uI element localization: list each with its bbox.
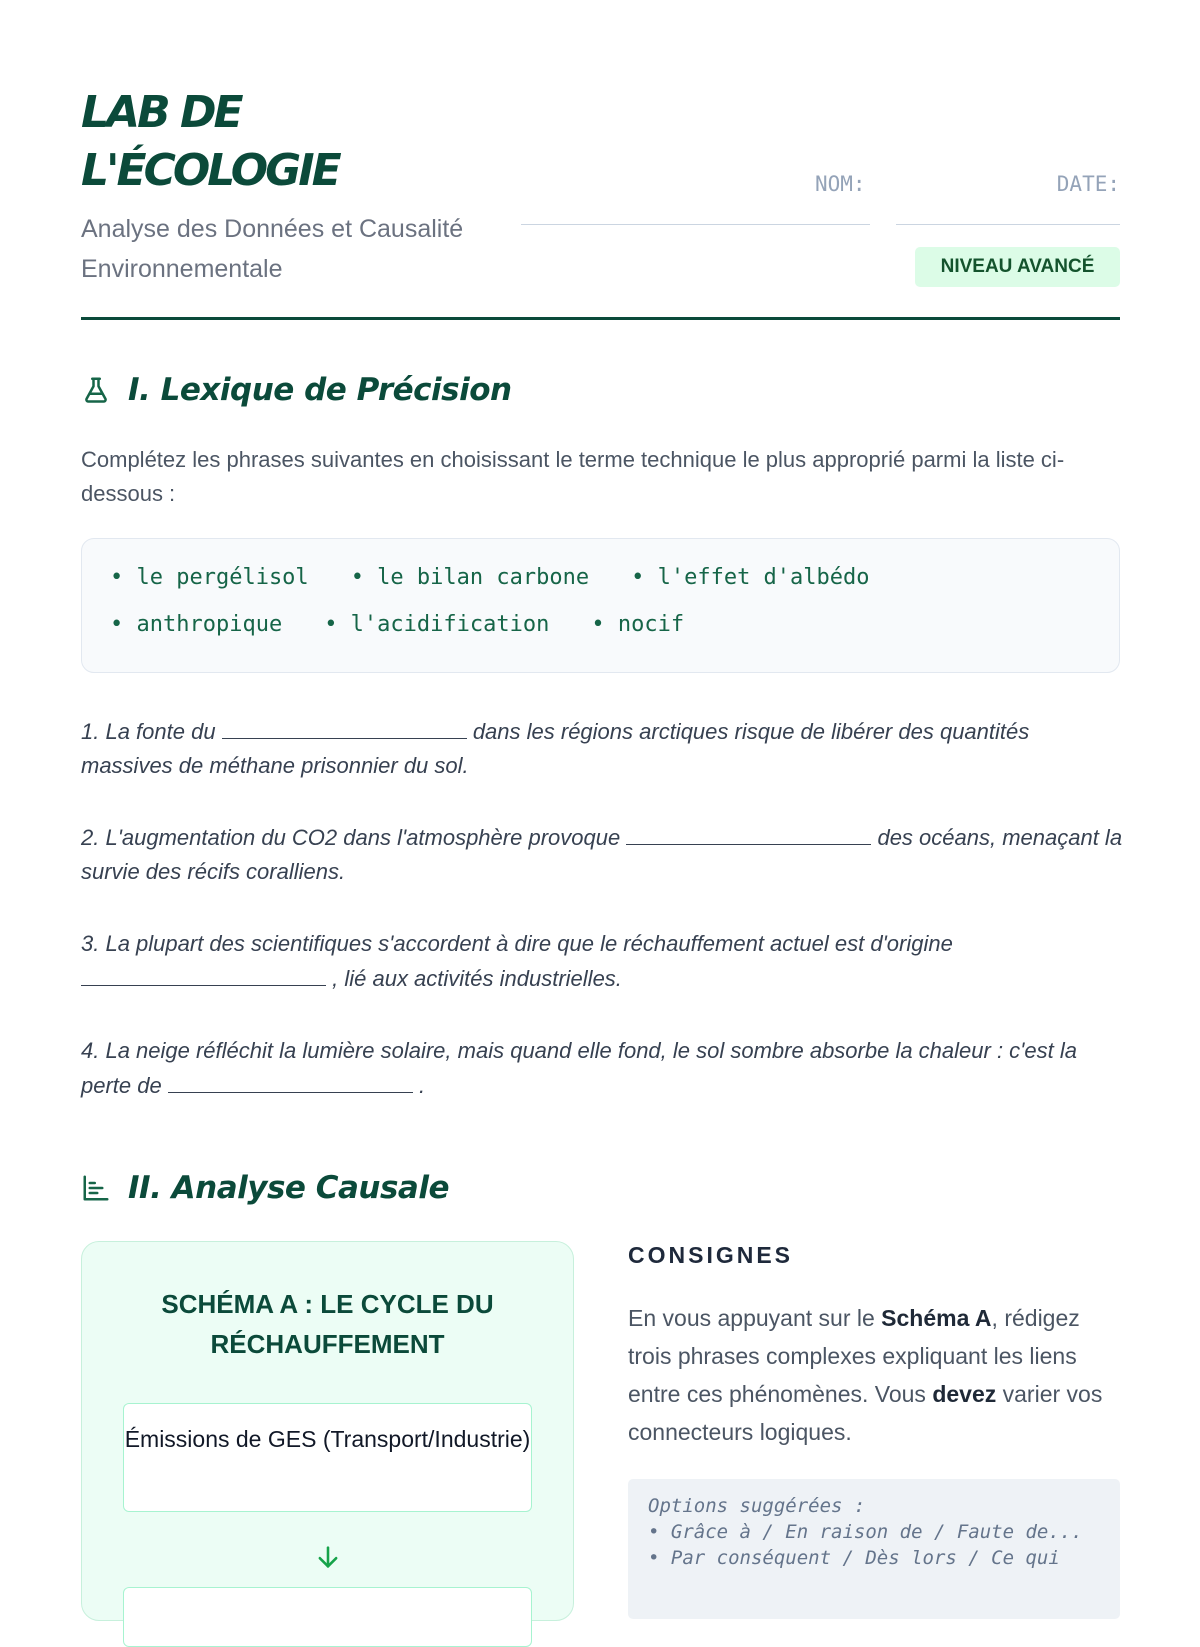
vocab-term: • l'effet d'albédo <box>631 565 870 590</box>
nom-field-line[interactable] <box>521 224 870 225</box>
vocabulary-row <box>110 565 912 590</box>
arrow-down-icon <box>314 1543 342 1571</box>
option-line: • Par conséquent / Dès lors / Ce qui <box>648 1547 1060 1569</box>
exercise-sentence-3 <box>81 927 1126 996</box>
vocabulary-row <box>110 612 726 637</box>
section-1-intro: Complétez les phrases suivantes en choisissant le terme technique le plus approprié parmi la liste ci-dessous : <box>81 447 1065 506</box>
consignes-part: varier vos connecteurs logiques. <box>628 1381 1103 1445</box>
sentence-text: des océans, menaçant la survie des récifs coralliens. <box>81 825 1123 884</box>
nom-label: NOM: <box>815 172 866 196</box>
vocab-term: • anthropique <box>110 612 283 637</box>
consignes-bold: Schéma A <box>881 1305 992 1331</box>
sentence-text: 3. La plupart des scientifiques s'accordent à dire que le réchauffement actuel est d'origine <box>81 931 953 956</box>
worksheet-header <box>81 84 1120 320</box>
answer-blank[interactable] <box>626 820 871 845</box>
vocab-term: • le bilan carbone <box>350 565 590 590</box>
worksheet-title <box>81 84 339 200</box>
sentence-text: dans les régions arctiques risque de libérer des quantités massives de méthane prisonnier du sol. <box>81 719 1030 778</box>
exercise-sentence-1 <box>81 714 1126 783</box>
consignes-part: En vous appuyant sur le <box>628 1305 882 1331</box>
option-line: • Grâce à / En raison de / Faute de... <box>648 1521 1083 1543</box>
section-2-heading <box>81 1170 449 1206</box>
worksheet-subtitle: Analyse des Données et Causalité Environnementale <box>81 215 464 283</box>
sentence-text: 4. La neige réfléchit la lumière solaire, mais quand elle fond, le sol sombre absorbe la chaleur : c'est la perte de <box>81 1038 1077 1098</box>
answer-blank[interactable] <box>168 1068 413 1093</box>
schema-a-title: SCHÉMA A : LE CYCLE DU RÉCHAUFFEMENT <box>161 1289 494 1359</box>
consignes-text <box>628 1299 1118 1451</box>
answer-blank[interactable] <box>81 961 326 986</box>
flask-icon <box>81 375 111 405</box>
section-2-title: II. Analyse Causale <box>128 1170 449 1206</box>
sentence-text: 2. L'augmentation du CO2 dans l'atmosphère provoque <box>81 825 621 850</box>
title-line-1: LAB DE <box>81 87 241 138</box>
sentence-text: , lié aux activités industrielles. <box>332 966 622 991</box>
level-badge: NIVEAU AVANCÉ <box>915 247 1120 287</box>
answer-blank[interactable] <box>222 714 467 739</box>
schema-node: Émissions de GES (Transport/Industrie) <box>123 1403 532 1512</box>
suggested-options-box <box>628 1479 1120 1619</box>
vocab-term: • nocif <box>591 612 685 637</box>
vocab-term: • le pergélisol <box>110 565 309 590</box>
consignes-title: CONSIGNES <box>628 1242 794 1268</box>
bar-chart-icon <box>81 1173 111 1203</box>
sentence-text: . <box>418 1073 426 1098</box>
exercise-sentence-2 <box>81 820 1126 889</box>
section-1-title: I. Lexique de Précision <box>128 372 512 408</box>
vocabulary-box <box>81 538 1120 673</box>
section-1-heading <box>81 372 512 408</box>
vocab-term: • l'acidification <box>324 612 550 637</box>
title-line-2: L'ÉCOLOGIE <box>81 145 339 196</box>
exercise-sentence-4 <box>81 1034 1126 1103</box>
consignes-bold: devez <box>932 1381 997 1407</box>
options-title: Options suggérées : <box>648 1495 866 1517</box>
consignes-part: , rédigez trois phrases complexes expliquant les liens entre ces phénomènes. Vous <box>628 1305 1080 1407</box>
schema-a-box <box>81 1241 574 1621</box>
sentence-text: 1. La fonte du <box>81 719 216 744</box>
date-field-line[interactable] <box>896 224 1120 225</box>
date-label: DATE: <box>1056 172 1120 196</box>
schema-node <box>123 1587 532 1647</box>
